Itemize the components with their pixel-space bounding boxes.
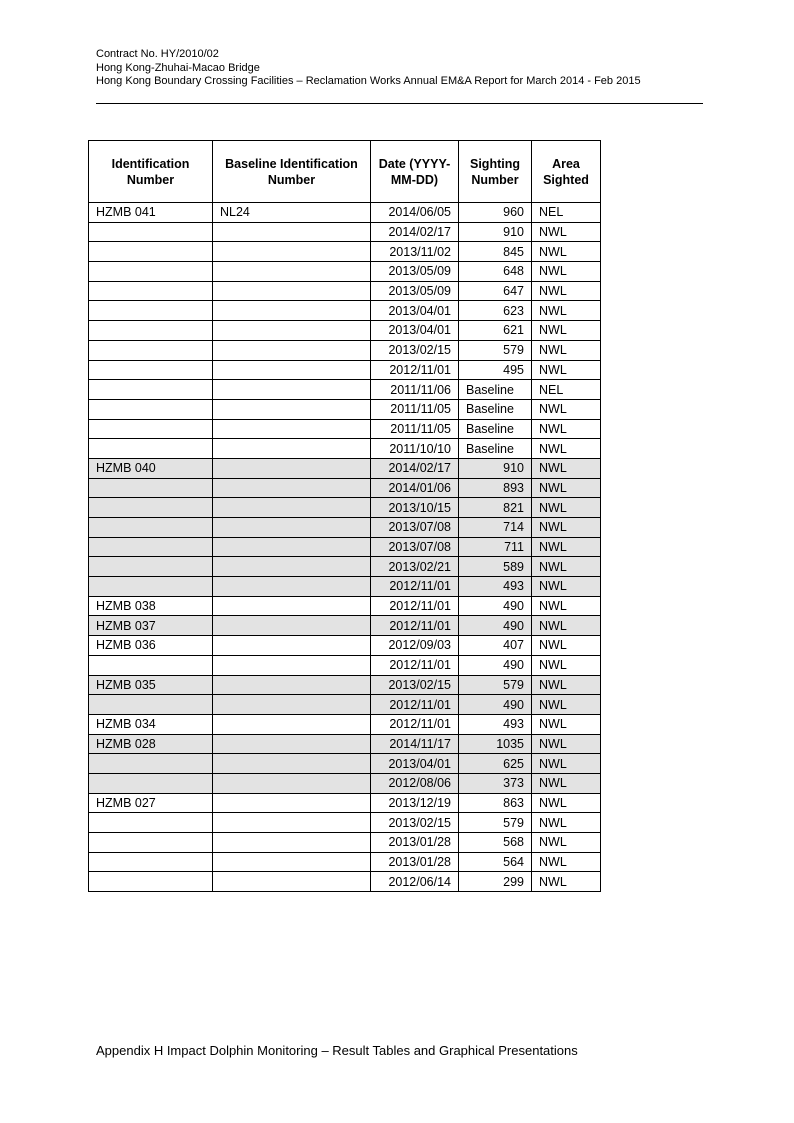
cell-identification: HZMB 028 (89, 734, 213, 754)
cell-baseline-identification (213, 439, 371, 459)
table-row (89, 734, 601, 754)
cell-sighting-number: 714 (459, 518, 532, 538)
cell-area-sighted: NWL (532, 596, 601, 616)
table-row (89, 813, 601, 833)
cell-baseline-identification (213, 242, 371, 262)
cell-date: 2013/05/09 (371, 262, 459, 282)
table-row (89, 754, 601, 774)
cell-baseline-identification (213, 813, 371, 833)
cell-baseline-identification (213, 518, 371, 538)
cell-identification (89, 518, 213, 538)
cell-date: 2014/01/06 (371, 478, 459, 498)
table-row (89, 380, 601, 400)
table-row (89, 399, 601, 419)
table-row (89, 478, 601, 498)
cell-baseline-identification (213, 498, 371, 518)
cell-date: 2012/09/03 (371, 636, 459, 656)
cell-date: 2012/06/14 (371, 872, 459, 892)
cell-baseline-identification (213, 537, 371, 557)
cell-area-sighted: NWL (532, 321, 601, 341)
cell-baseline-identification (213, 301, 371, 321)
cell-identification: HZMB 034 (89, 714, 213, 734)
cell-sighting-number: 299 (459, 872, 532, 892)
table-row (89, 596, 601, 616)
cell-baseline-identification (213, 754, 371, 774)
cell-date: 2014/11/17 (371, 734, 459, 754)
cell-area-sighted: NEL (532, 203, 601, 223)
cell-sighting-number: 490 (459, 596, 532, 616)
cell-area-sighted: NWL (532, 833, 601, 853)
cell-area-sighted: NWL (532, 222, 601, 242)
cell-baseline-identification (213, 557, 371, 577)
cell-date: 2013/04/01 (371, 321, 459, 341)
cell-sighting-number: 863 (459, 793, 532, 813)
cell-date: 2012/11/01 (371, 714, 459, 734)
cell-area-sighted: NWL (532, 518, 601, 538)
cell-identification: HZMB 027 (89, 793, 213, 813)
cell-identification (89, 222, 213, 242)
cell-baseline-identification (213, 616, 371, 636)
cell-identification (89, 281, 213, 301)
cell-sighting-number: 490 (459, 616, 532, 636)
cell-identification (89, 695, 213, 715)
cell-identification: HZMB 041 (89, 203, 213, 223)
cell-identification (89, 813, 213, 833)
cell-baseline-identification (213, 655, 371, 675)
cell-baseline-identification (213, 636, 371, 656)
table-row (89, 518, 601, 538)
cell-sighting-number: 579 (459, 813, 532, 833)
cell-sighting-number: 490 (459, 695, 532, 715)
cell-baseline-identification (213, 340, 371, 360)
table-row (89, 872, 601, 892)
cell-area-sighted: NWL (532, 360, 601, 380)
cell-area-sighted: NWL (532, 852, 601, 872)
cell-date: 2013/07/08 (371, 537, 459, 557)
cell-identification (89, 399, 213, 419)
cell-identification: HZMB 035 (89, 675, 213, 695)
cell-sighting-number: 495 (459, 360, 532, 380)
cell-area-sighted: NWL (532, 695, 601, 715)
cell-area-sighted: NWL (532, 262, 601, 282)
cell-identification (89, 537, 213, 557)
cell-baseline-identification (213, 478, 371, 498)
table-row (89, 852, 601, 872)
cell-identification (89, 301, 213, 321)
cell-area-sighted: NWL (532, 537, 601, 557)
table-row (89, 773, 601, 793)
cell-identification: HZMB 038 (89, 596, 213, 616)
cell-date: 2013/05/09 (371, 281, 459, 301)
table-row (89, 675, 601, 695)
table-row (89, 419, 601, 439)
cell-identification (89, 340, 213, 360)
column-header-area-sighted: Area Sighted (532, 141, 601, 203)
cell-sighting-number: 407 (459, 636, 532, 656)
cell-sighting-number: 910 (459, 458, 532, 478)
column-header-sighting-number: Sighting Number (459, 141, 532, 203)
table-row (89, 439, 601, 459)
page-footer: Appendix H Impact Dolphin Monitoring – Result Tables and Graphical Presentations (96, 1043, 578, 1058)
cell-identification (89, 833, 213, 853)
cell-identification (89, 577, 213, 597)
cell-identification (89, 754, 213, 774)
cell-area-sighted: NWL (532, 616, 601, 636)
cell-baseline-identification (213, 262, 371, 282)
sighting-table (88, 140, 601, 892)
cell-date: 2012/11/01 (371, 596, 459, 616)
cell-baseline-identification (213, 675, 371, 695)
cell-area-sighted: NWL (532, 675, 601, 695)
table-row (89, 321, 601, 341)
cell-sighting-number: 493 (459, 577, 532, 597)
cell-sighting-number: Baseline (459, 380, 532, 400)
cell-baseline-identification (213, 380, 371, 400)
cell-baseline-identification: NL24 (213, 203, 371, 223)
cell-date: 2013/12/19 (371, 793, 459, 813)
cell-sighting-number: 579 (459, 675, 532, 695)
table-header-row (89, 141, 601, 203)
report-title: Hong Kong Boundary Crossing Facilities – Reclamation Works Annual EM&A Report for March 2014 - Feb 2015 (96, 75, 641, 87)
cell-area-sighted: NWL (532, 557, 601, 577)
cell-baseline-identification (213, 321, 371, 341)
cell-baseline-identification (213, 734, 371, 754)
cell-area-sighted: NWL (532, 458, 601, 478)
table-row (89, 203, 601, 223)
cell-area-sighted: NWL (532, 754, 601, 774)
table-row (89, 616, 601, 636)
cell-identification (89, 557, 213, 577)
cell-area-sighted: NWL (532, 301, 601, 321)
cell-baseline-identification (213, 793, 371, 813)
cell-area-sighted: NEL (532, 380, 601, 400)
cell-sighting-number: 910 (459, 222, 532, 242)
cell-date: 2013/04/01 (371, 754, 459, 774)
cell-sighting-number: Baseline (459, 399, 532, 419)
cell-sighting-number: 821 (459, 498, 532, 518)
cell-sighting-number: 579 (459, 340, 532, 360)
table-row (89, 577, 601, 597)
cell-baseline-identification (213, 577, 371, 597)
cell-sighting-number: 621 (459, 321, 532, 341)
cell-sighting-number: 490 (459, 655, 532, 675)
cell-area-sighted: NWL (532, 419, 601, 439)
table-row (89, 222, 601, 242)
cell-identification: HZMB 036 (89, 636, 213, 656)
cell-sighting-number: 1035 (459, 734, 532, 754)
cell-area-sighted: NWL (532, 793, 601, 813)
cell-area-sighted: NWL (532, 281, 601, 301)
cell-sighting-number: 623 (459, 301, 532, 321)
cell-area-sighted: NWL (532, 242, 601, 262)
cell-baseline-identification (213, 222, 371, 242)
table-row (89, 695, 601, 715)
project-name: Hong Kong-Zhuhai-Macao Bridge (96, 61, 260, 74)
cell-baseline-identification (213, 833, 371, 853)
cell-date: 2012/11/01 (371, 655, 459, 675)
cell-date: 2014/02/17 (371, 458, 459, 478)
table-row (89, 793, 601, 813)
cell-baseline-identification (213, 695, 371, 715)
cell-identification (89, 419, 213, 439)
cell-date: 2011/11/06 (371, 380, 459, 400)
table-row (89, 833, 601, 853)
cell-baseline-identification (213, 419, 371, 439)
cell-baseline-identification (213, 773, 371, 793)
table-row (89, 714, 601, 734)
cell-sighting-number: 493 (459, 714, 532, 734)
cell-area-sighted: NWL (532, 714, 601, 734)
cell-identification: HZMB 040 (89, 458, 213, 478)
cell-baseline-identification (213, 281, 371, 301)
header-divider (96, 103, 703, 104)
table-row (89, 242, 601, 262)
cell-identification (89, 380, 213, 400)
cell-baseline-identification (213, 360, 371, 380)
cell-baseline-identification (213, 872, 371, 892)
cell-sighting-number: 845 (459, 242, 532, 262)
cell-date: 2013/01/28 (371, 852, 459, 872)
cell-sighting-number: Baseline (459, 439, 532, 459)
cell-area-sighted: NWL (532, 399, 601, 419)
cell-sighting-number: 893 (459, 478, 532, 498)
column-header-baseline-identification: Baseline Identification Number (213, 141, 371, 203)
table-row (89, 301, 601, 321)
cell-identification (89, 360, 213, 380)
cell-date: 2013/11/02 (371, 242, 459, 262)
cell-sighting-number: 568 (459, 833, 532, 853)
table-row (89, 537, 601, 557)
cell-date: 2012/11/01 (371, 616, 459, 636)
table-row (89, 340, 601, 360)
table-row (89, 655, 601, 675)
cell-identification (89, 439, 213, 459)
cell-baseline-identification (213, 714, 371, 734)
cell-identification (89, 498, 213, 518)
cell-identification (89, 852, 213, 872)
cell-area-sighted: NWL (532, 577, 601, 597)
cell-area-sighted: NWL (532, 498, 601, 518)
cell-area-sighted: NWL (532, 636, 601, 656)
cell-date: 2013/02/15 (371, 340, 459, 360)
cell-identification (89, 262, 213, 282)
cell-sighting-number: 589 (459, 557, 532, 577)
column-header-identification: Identification Number (89, 141, 213, 203)
cell-identification (89, 655, 213, 675)
table-row (89, 281, 601, 301)
cell-date: 2011/11/05 (371, 419, 459, 439)
cell-identification (89, 872, 213, 892)
cell-date: 2014/06/05 (371, 203, 459, 223)
cell-date: 2014/02/17 (371, 222, 459, 242)
cell-identification (89, 478, 213, 498)
cell-area-sighted: NWL (532, 872, 601, 892)
cell-area-sighted: NWL (532, 773, 601, 793)
cell-sighting-number: 648 (459, 262, 532, 282)
cell-date: 2013/02/15 (371, 813, 459, 833)
table-row (89, 498, 601, 518)
page-header (96, 48, 641, 89)
cell-identification (89, 321, 213, 341)
table-body (89, 203, 601, 892)
cell-date: 2013/10/15 (371, 498, 459, 518)
cell-date: 2012/08/06 (371, 773, 459, 793)
cell-area-sighted: NWL (532, 478, 601, 498)
cell-date: 2012/11/01 (371, 577, 459, 597)
column-header-date: Date (YYYY-MM-DD) (371, 141, 459, 203)
table-row (89, 557, 601, 577)
cell-date: 2013/02/21 (371, 557, 459, 577)
cell-identification: HZMB 037 (89, 616, 213, 636)
cell-baseline-identification (213, 852, 371, 872)
cell-sighting-number: 564 (459, 852, 532, 872)
cell-date: 2012/11/01 (371, 695, 459, 715)
cell-date: 2011/11/05 (371, 399, 459, 419)
cell-sighting-number: Baseline (459, 419, 532, 439)
cell-date: 2013/04/01 (371, 301, 459, 321)
cell-date: 2013/01/28 (371, 833, 459, 853)
cell-identification (89, 242, 213, 262)
cell-date: 2013/07/08 (371, 518, 459, 538)
cell-sighting-number: 625 (459, 754, 532, 774)
cell-baseline-identification (213, 399, 371, 419)
cell-date: 2012/11/01 (371, 360, 459, 380)
cell-identification (89, 773, 213, 793)
cell-date: 2011/10/10 (371, 439, 459, 459)
cell-area-sighted: NWL (532, 439, 601, 459)
table-row (89, 262, 601, 282)
table-row (89, 458, 601, 478)
table-row (89, 636, 601, 656)
cell-area-sighted: NWL (532, 734, 601, 754)
contract-number: Contract No. HY/2010/02 (96, 48, 219, 60)
cell-area-sighted: NWL (532, 655, 601, 675)
cell-sighting-number: 960 (459, 203, 532, 223)
cell-baseline-identification (213, 458, 371, 478)
cell-sighting-number: 647 (459, 281, 532, 301)
cell-area-sighted: NWL (532, 813, 601, 833)
cell-sighting-number: 373 (459, 773, 532, 793)
cell-area-sighted: NWL (532, 340, 601, 360)
cell-baseline-identification (213, 596, 371, 616)
cell-sighting-number: 711 (459, 537, 532, 557)
cell-date: 2013/02/15 (371, 675, 459, 695)
table-row (89, 360, 601, 380)
